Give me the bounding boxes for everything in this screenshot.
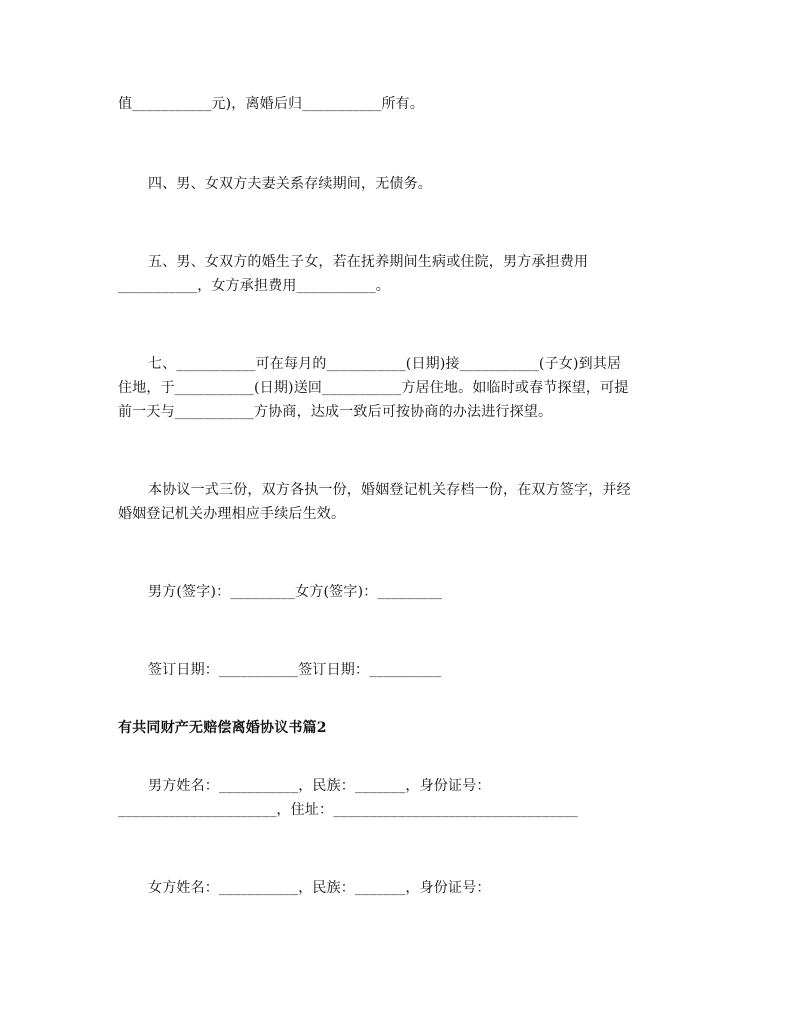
- text-line: 七、___________可在每月的___________(日期)接___________(子女)到其居: [148, 356, 622, 372]
- text-line: 婚姻登记机关办理相应手续后生效。: [118, 506, 346, 522]
- text-line: ______________________，住址：__________________________________: [118, 802, 578, 818]
- text-line: 住地，于___________(日期)送回___________方居住地。如临时或春节探望，可提: [118, 380, 629, 396]
- text-line: 本协议一式三份，双方各执一份，婚姻登记机关存档一份，在双方签字，并经: [148, 482, 631, 498]
- text-line: 五、男、女双方的婚生子女，若在抚养期间生病或住院，男方承担费用: [148, 254, 589, 270]
- paragraph-visitation: [118, 352, 688, 424]
- paragraph-child-medical-costs: [118, 250, 688, 298]
- text-line: 男方(签字)：_________女方(签字)：_________: [148, 584, 443, 600]
- text-line: 值___________元)，离婚后归___________所有。: [118, 96, 425, 112]
- paragraph-signatures: [118, 580, 688, 604]
- paragraph-sign-dates: [118, 658, 688, 682]
- section-heading: [118, 716, 688, 740]
- paragraph-copies: [118, 478, 688, 526]
- text-line: ___________，女方承担费用___________。: [118, 278, 390, 294]
- text-line: 签订日期：___________签订日期：__________: [148, 662, 442, 678]
- paragraph-female-info: [118, 876, 688, 900]
- heading-text: 有共同财产无赔偿离婚协议书篇2: [118, 720, 327, 736]
- text-line: 前一天与___________方协商，达成一致后可按协商的办法进行探望。: [118, 404, 553, 420]
- paragraph-debts: [118, 172, 688, 196]
- text-line: 四、男、女双方夫妻关系存续期间，无债务。: [148, 176, 432, 192]
- text-line: 女方姓名：___________，民族：_______，身份证号：: [148, 880, 491, 896]
- paragraph-property-value: [118, 92, 688, 116]
- paragraph-male-info: [118, 774, 688, 822]
- text-line: 男方姓名：___________，民族：_______，身份证号：: [148, 778, 491, 794]
